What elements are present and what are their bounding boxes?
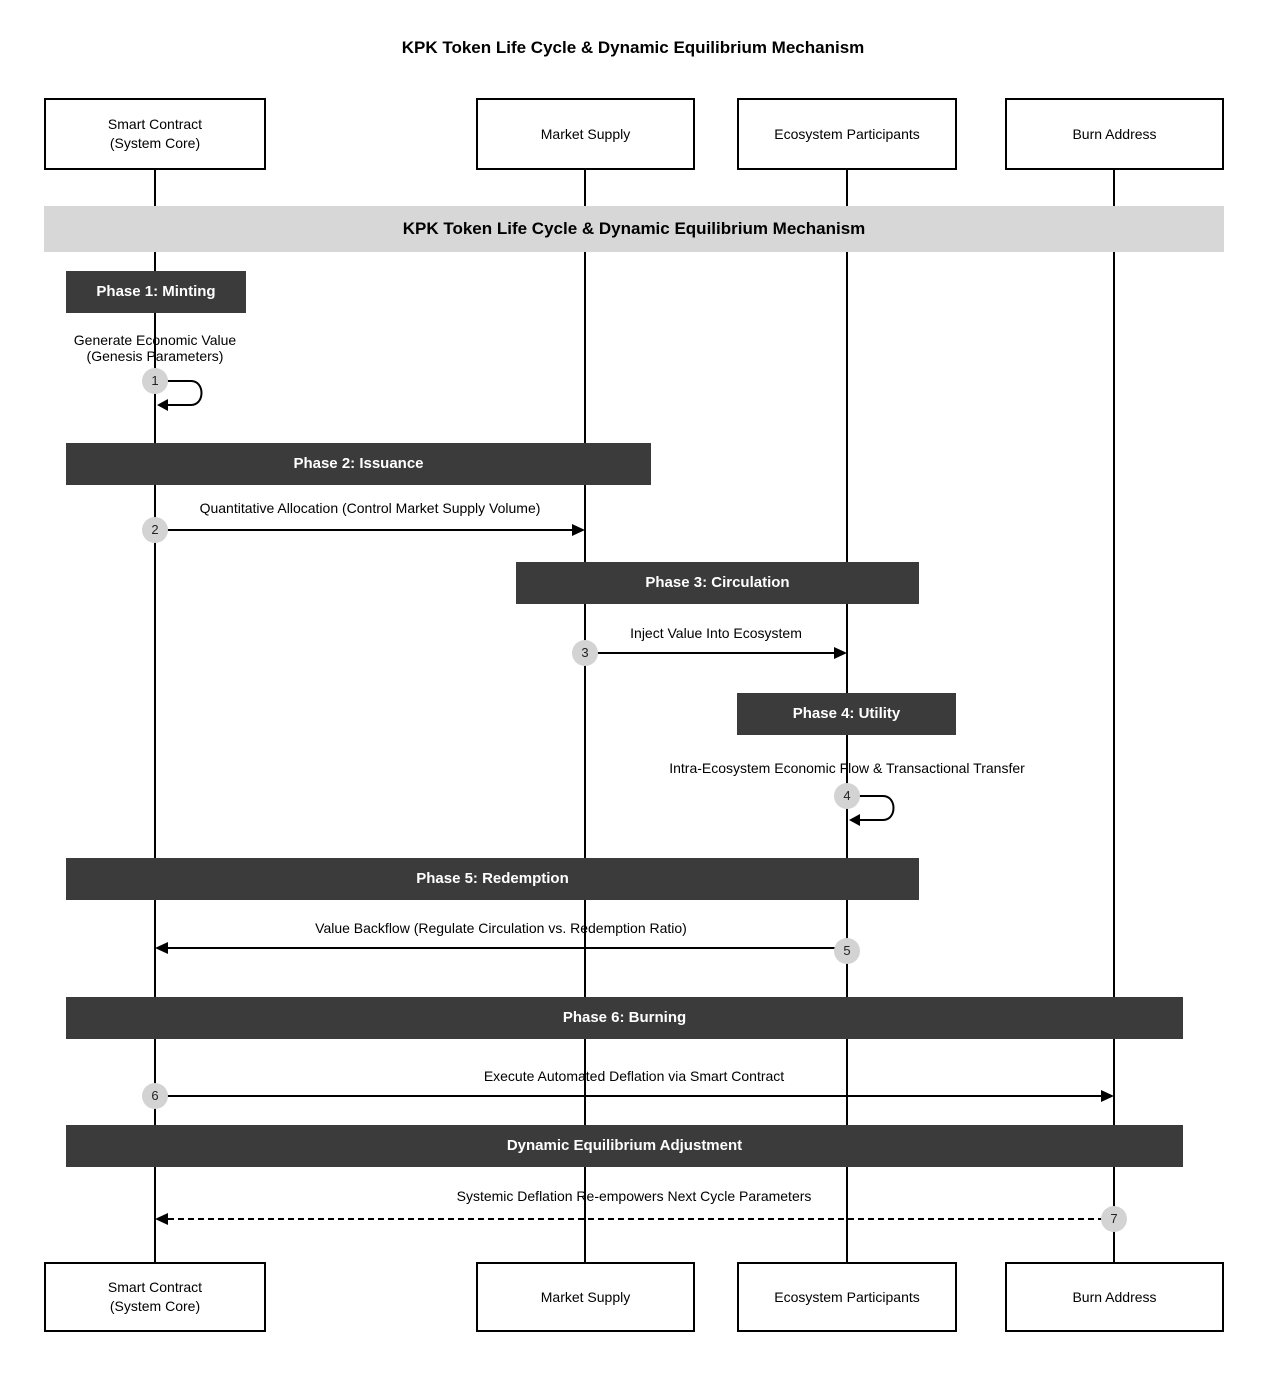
actor-smart-contract-bottom (44, 1262, 266, 1332)
message-2-number: 2 (142, 517, 168, 543)
message-7-label: Systemic Deflation Re-empowers Next Cycle Parameters (456, 1188, 812, 1204)
message-4-number: 4 (834, 783, 860, 809)
actor-ecosystem-participants-bottom (737, 1262, 957, 1332)
message-3-arrowhead (834, 647, 847, 659)
actor-burn-address-top (1005, 98, 1224, 170)
message-2-line (155, 529, 572, 531)
actor-ecosystem-participants-top (737, 98, 957, 170)
actor-label-line2: (System Core) (109, 135, 201, 151)
phase-bar-circulation: Phase 3: Circulation (516, 562, 919, 604)
phase-bar-minting: Phase 1: Minting (66, 271, 246, 313)
message-3-line (585, 652, 834, 654)
message-5-arrowhead (155, 942, 168, 954)
message-5-number: 5 (834, 938, 860, 964)
message-3-number: 3 (572, 640, 598, 666)
actor-label-line1: Market Supply (540, 1288, 631, 1305)
actor-market-supply-bottom (476, 1262, 695, 1332)
actor-label-line1: Burn Address (1072, 125, 1157, 142)
phase-bar-utility: Phase 4: Utility (737, 693, 956, 735)
phase-bar-issuance: Phase 2: Issuance (66, 443, 651, 485)
message-6-line (155, 1095, 1101, 1097)
diagram-banner: KPK Token Life Cycle & Dynamic Equilibrium Mechanism (44, 206, 1224, 252)
actor-label-line1: Smart Contract (107, 1279, 203, 1296)
actor-label-line1: Ecosystem Participants (774, 1288, 920, 1305)
message-1-label: Generate Economic Value (Genesis Parameters) (73, 332, 237, 364)
lifeline-market-supply (584, 170, 586, 1263)
message-6-label: Execute Automated Deflation via Smart Contract (483, 1068, 785, 1084)
actor-market-supply-top (476, 98, 695, 170)
actor-label-line1: Burn Address (1072, 1288, 1157, 1305)
message-6-number: 6 (142, 1083, 168, 1109)
message-3-label: Inject Value Into Ecosystem (630, 625, 802, 641)
message-7-arrowhead (155, 1213, 168, 1225)
message-2-label: Quantitative Allocation (Control Market Supply Volume) (199, 500, 541, 516)
phase-bar-burning: Phase 6: Burning (66, 997, 1183, 1039)
phase-bar-redemption: Phase 5: Redemption (66, 858, 919, 900)
message-1-number: 1 (142, 368, 168, 394)
actor-label-line1: Ecosystem Participants (774, 125, 920, 142)
message-5-label: Value Backflow (Regulate Circulation vs. Redemption Ratio) (315, 920, 687, 936)
message-2-arrowhead (572, 524, 585, 536)
message-7-number: 7 (1101, 1206, 1127, 1232)
actor-label-line2: (System Core) (109, 1298, 201, 1314)
actor-label-line1: Smart Contract (107, 116, 203, 133)
message-6-arrowhead (1101, 1090, 1114, 1102)
actor-label-line1: Market Supply (540, 125, 631, 142)
actor-smart-contract-top (44, 98, 266, 170)
phase-bar-dynamic-equilibrium: Dynamic Equilibrium Adjustment (66, 1125, 1183, 1167)
message-7-line (168, 1218, 1114, 1220)
message-4-label: Intra-Ecosystem Economic Flow & Transactional Transfer (669, 760, 1025, 776)
diagram-title: KPK Token Life Cycle & Dynamic Equilibrium Mechanism (401, 38, 865, 57)
message-5-line (168, 947, 847, 949)
actor-burn-address-bottom (1005, 1262, 1224, 1332)
